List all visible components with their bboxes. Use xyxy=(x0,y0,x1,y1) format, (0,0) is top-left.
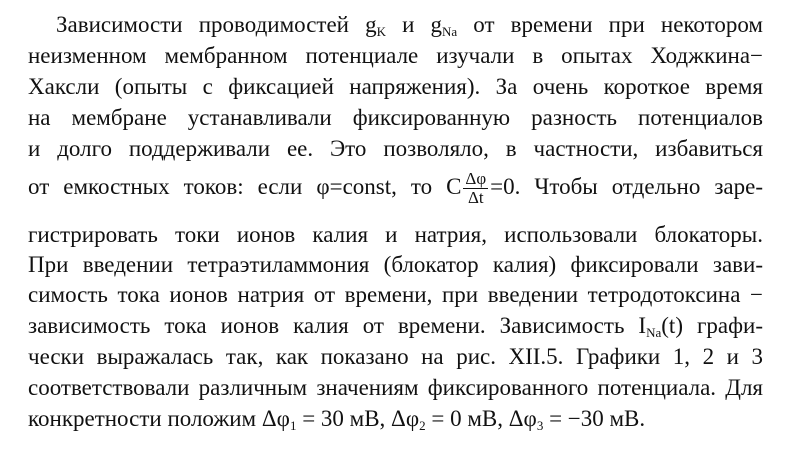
text-line-11: чески выражалась так, как показано на рис. XII.5. Графики 1, 2 и 3 xyxy=(28,344,763,369)
line-1-text-a: Зависимости проводимостей g xyxy=(56,12,377,37)
subscript-k: K xyxy=(376,24,386,39)
subscript-na-current: Na xyxy=(646,325,662,340)
line-13-text-d: = −30 мВ. xyxy=(543,406,646,431)
text-line-10 xyxy=(28,311,763,341)
line-1-text-c: от времени при некотором xyxy=(457,12,763,37)
text-line-2: неизменном мембранном потенциале изучали в опытах Ходжкина− xyxy=(28,43,763,68)
subscript-na: Na xyxy=(442,24,458,39)
line-13-text-a: конкретности положим Δφ xyxy=(28,406,290,431)
text-line-12: соответствовали различным значениям фиксированного потенциала. Для xyxy=(28,375,763,400)
line-1-text-b: и g xyxy=(385,12,442,37)
line-13-text-b: = 30 мВ, Δφ xyxy=(296,406,420,431)
subscript-3: 3 xyxy=(536,418,544,433)
line-6-text-b: =0. Чтобы отдельно заре- xyxy=(490,174,763,199)
fraction-numerator: Δφ xyxy=(465,169,487,189)
line-6-text-a: от емкостных токов: если φ=const, то C xyxy=(28,174,462,199)
text-line-7: гистрировать токи ионов калия и натрия, использовали блокаторы. xyxy=(28,222,763,247)
text-line-6 xyxy=(28,168,763,207)
text-line-9: симость тока ионов натрия от времени, при введении тетродотоксина − xyxy=(28,282,763,307)
fraction-denominator: Δt xyxy=(467,188,484,208)
text-line-8: При введении тетраэтиламмония (блокатор калия) фиксировали зави- xyxy=(28,252,763,277)
line-13-text-c: = 0 мВ, Δφ xyxy=(425,406,537,431)
line-10-text-a: зависимость тока ионов калия от времени. Зависимость I xyxy=(28,313,647,338)
fraction xyxy=(463,170,488,207)
text-line-5: и долго поддерживали ее. Это позволяло, в частности, избавиться xyxy=(28,136,763,161)
text-line-13 xyxy=(28,404,763,434)
text-line-1 xyxy=(56,10,763,40)
line-10-text-b: (t) графи- xyxy=(661,313,763,338)
subscript-2: 2 xyxy=(419,418,426,433)
text-line-4: на мембране устанавливали фиксированную разность потенциалов xyxy=(28,105,763,130)
text-line-3: Хаксли (опыты с фиксацией напряжения). За очень короткое время xyxy=(28,74,763,99)
subscript-1: 1 xyxy=(289,418,297,433)
